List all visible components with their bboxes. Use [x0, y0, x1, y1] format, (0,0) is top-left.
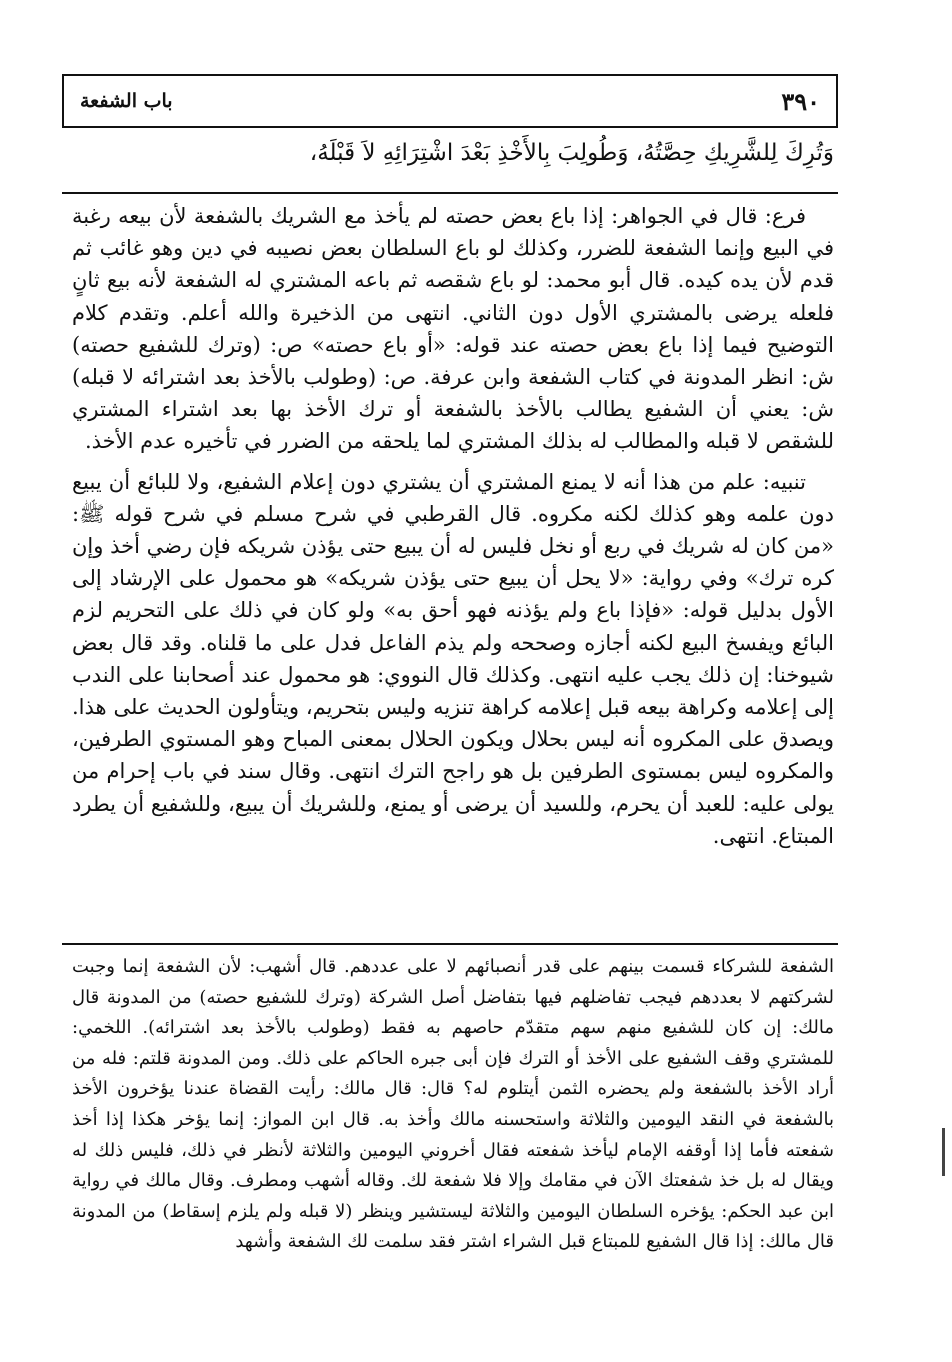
footnote-text: الشفعة للشركاء قسمت بينهم على قدر أنصبائهم لا على عددهم. قال أشهب: لأن الشفعة إنما وجبت لشركتهم لا بعددهم فيجب تفاضلهم فيها بتفاضل أصل الشركة (وترك للشفيع حصته) من المدونة قال مالك: إن كان للشفيع منهم سهم متقدّم حاصهم به فقط (وطولب بالأخذ بعد اشترائه). اللخمي: للمشتري وقف الشفيع على الأخذ أو الترك فإن أبى جبره الحاكم على ذلك. ومن المدونة قلتم: فله من أراد الأخذ بالشفعة ولم يحضره الثمن أيتلوم له؟ قال: قال مالك: رأيت القضاة عندنا يؤخرون الأخذ بالشفعة في النقد اليومين والثلاثة واستحسنه مالك وأخذ به. قال ابن المواز: إنما يؤخر هكذا إذا أخذ شفعته فأما إذا أوقفه الإمام ليأخذ شفعته فقال أخروني اليومين والثلاثة لأنظر في ذلك، فليس ذلك له ويقال له بل خذ شفعتك الآن في مقامك وإلا فلا شفعة لك. وقاله أشهب ومطرف. وقال مالك في رواية ابن عبد الحكم: يؤخره السلطان اليومين والثلاثة ليستشير وينظر (لا قبله ولم يلزم إسقاط) من المدونة قال مالك: إذا قال الشفيع للمبتاع قبل الشراء اشتر فقد سلمت لك الشفعة وأشهد — [72, 956, 834, 1253]
commentary-paragraph: فرع: قال في الجواهر: إذا باع بعض حصته لم يأخذ مع الشريك بالشفعة لأن بيعه رغبة في البيع وإنما الشفعة للضرر، وكذلك لو باع السلطان بعض نصيبه في دين وهو غائب ثم قدم لأن يده كيده. قال أبو محمد: لو باع شقصه ثم باعه المشتري له الشفعة لأنه بيع ثانٍ فلعله يرضى بالمشتري الأول دون الثاني. انتهى من الذخيرة والله أعلم. وتقدم كلام التوضيح فيما إذا باع بعض حصته عند قوله: «أو باع حصته» ص: (وترك للشفيع حصته) ش: انظر المدونة في كتاب الشفعة وابن عرفة. ص: (وطولب بالأخذ بعد اشترائه لا قبله) ش: يعني أن الشفيع يطالب بالأخذ بالشفعة أو ترك الأخذ بها بعد اشتراء المشتري للشقص لا قبله والمطالب له بذلك المشتري لما يلحقه من الضرر في تأخيره عدم الأخذ. — [72, 204, 834, 454]
footnote — [72, 952, 834, 1258]
divider-top — [62, 192, 838, 194]
matn-text: وَتُرِكَ لِلشَّرِيكِ حِصَّتُهُ، وَطُولِبَ بِالأَخْذِ بَعْدَ اشْتِرَائِهِ لاَ قَبْلَهُ، — [309, 140, 834, 166]
commentary-paragraph: تنبيه: علم من هذا أنه لا يمنع المشتري أن يشتري دون إعلام الشفيع، ولا للبائع أن يبيع دون علمه وهو كذلك لكنه مكروه. قال القرطبي في شرح مسلم في شرح قوله ﷺ: «من كان له شريك في ربع أو نخل فليس له أن يبيع حتى يؤذن شريكه فإن رضي أخذ وإن كره ترك» وفي رواية: «لا يحل أن يبيع حتى يؤذن شريكه» هو محمول على الإرشاد إلى الأول بدليل قوله: «فإذا باع ولم يؤذنه فهو أحق به» ولو كان في ذلك على التحريم لزم البائع ويفسخ البيع لكنه أجازه وصححه ولم يذم الفاعل فدل على ما قلناه. وقد قال بعض شيوخنا: إن ذلك يجب عليه انتهى. وكذلك قال النووي: هو محمول عند أصحابنا على الندب إلى إعلامه وكراهة بيعه قبل إعلامه كراهة تنزيه وليس بتحريم، ويتأولون الحديث على هذا. ويصدق على المكروه أنه ليس بحلال ويكون الحلال بمعنى المباح وهو المستوي الطرفين، والمكروه ليس بمستوى الطرفين بل هو راجح الترك انتهى. وقال سند في باب إحرام من يولى عليه: للعبد أن يحرم، وللسيد أن يرضى أو يمنع، وللشريك أن يبيع، وللشفيع أن يطرد المبتاع. انتهى. — [72, 469, 834, 848]
page-number: ٣٩٠ — [781, 86, 820, 116]
commentary — [72, 200, 834, 852]
chapter-title: باب الشفعة — [80, 90, 173, 112]
page-header — [62, 74, 838, 128]
divider-bottom — [62, 943, 838, 945]
scan-edge-mark — [942, 1128, 945, 1176]
